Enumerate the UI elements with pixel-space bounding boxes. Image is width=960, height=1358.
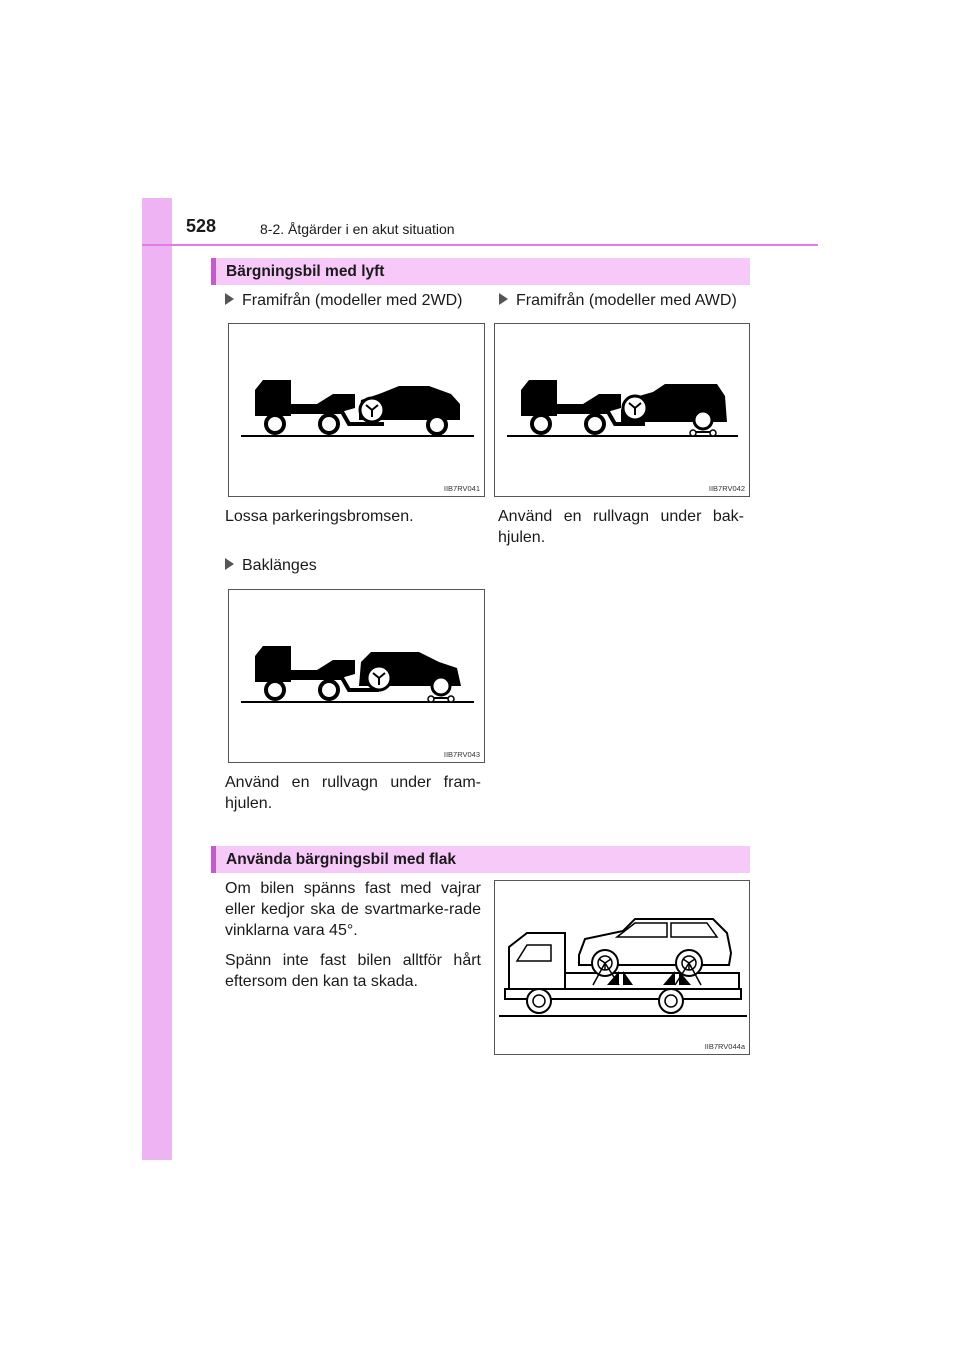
header-rule: [142, 244, 818, 246]
section-title-lift-tow: Bärgningsbil med lyft: [211, 258, 750, 285]
figure-code: IIB7RV044a: [704, 1042, 745, 1051]
caption-backwards: [225, 772, 481, 823]
caption-front-2wd: [225, 506, 481, 536]
triangle-bullet-icon: [499, 293, 508, 305]
bullet-front-awd: [499, 292, 737, 310]
figure-flatbed: [494, 880, 750, 1055]
figure-code: IIB7RV041: [443, 484, 480, 493]
figure-code: IIB7RV042: [708, 484, 745, 493]
flatbed-instructions: [225, 878, 481, 1001]
caption-text: Använd en rullvagn under bak-hjulen.: [498, 508, 744, 546]
figure-tow-front-2wd: [228, 323, 485, 497]
flatbed-truck-illustration-icon: [495, 881, 751, 1056]
triangle-bullet-icon: [225, 558, 234, 570]
section-title-flatbed: Använda bärgningsbil med flak: [211, 846, 750, 873]
bullet-front-2wd: [225, 292, 462, 310]
triangle-bullet-icon: [225, 293, 234, 305]
bullet-label: Baklänges: [242, 557, 317, 574]
figure-code: IIB7RV043: [443, 750, 480, 759]
page-number: 528: [186, 216, 217, 236]
tow-truck-illustration-icon: [229, 324, 486, 498]
tow-truck-dolly-illustration-icon: [495, 324, 751, 498]
caption-text: Lossa parkeringsbromsen.: [225, 508, 414, 525]
side-tab: [142, 198, 172, 1160]
running-header: 8-2. Åtgärder i en akut situation: [260, 221, 455, 237]
bullet-label: Framifrån (modeller med 2WD): [242, 292, 463, 309]
paragraph-straps: Om bilen spänns fast med vajrar eller kedjor ska de svartmarke-rade vinklarna vara 45°.: [225, 880, 481, 939]
tow-truck-backwards-illustration-icon: [229, 590, 486, 764]
figure-tow-front-awd: [494, 323, 750, 497]
paragraph-tension: Spänn inte fast bilen alltför hårt eftersom den kan ta skada.: [225, 952, 481, 990]
bullet-backwards: [225, 557, 317, 575]
figure-tow-backwards: [228, 589, 485, 763]
bullet-label: Framifrån (modeller med AWD): [516, 292, 737, 309]
caption-text: Använd en rullvagn under fram-hjulen.: [225, 774, 481, 812]
caption-front-awd: [498, 506, 744, 557]
